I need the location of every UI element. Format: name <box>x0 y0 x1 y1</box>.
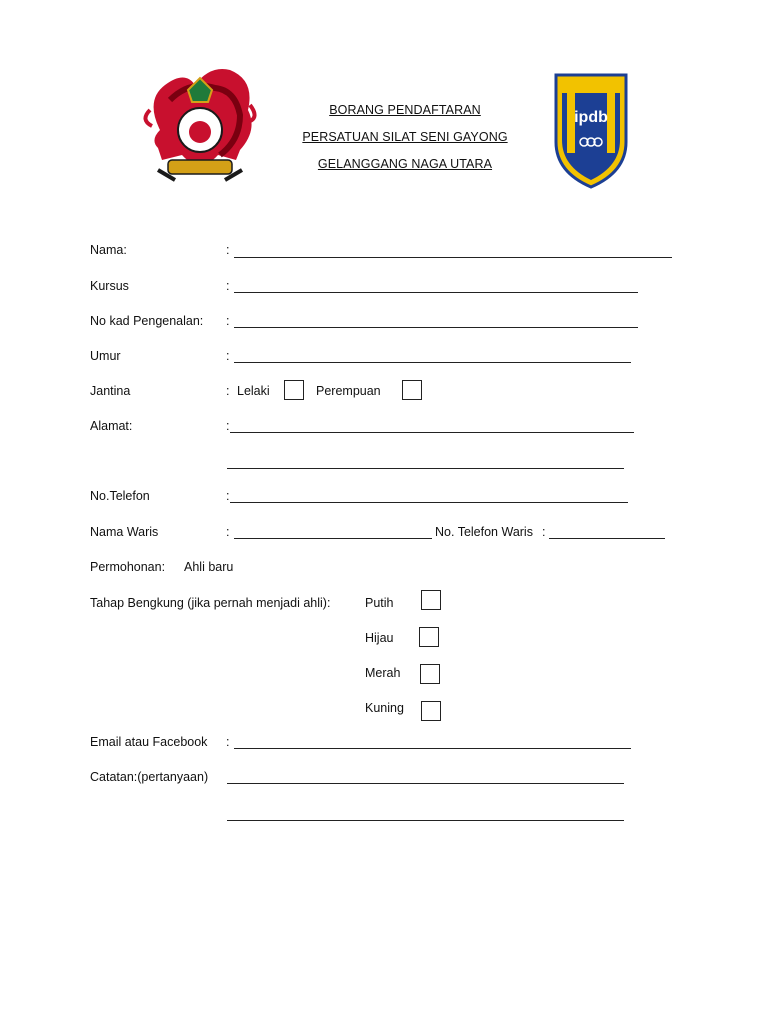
catatan-label: Catatan:(pertanyaan) <box>90 770 209 784</box>
jantina-perempuan-label: Perempuan <box>316 384 381 398</box>
belt-putih-label: Putih <box>365 596 394 610</box>
belt-merah-label: Merah <box>365 666 401 680</box>
waris-colon: : <box>226 525 230 539</box>
alamat-field-line-2[interactable] <box>227 468 624 469</box>
alamat-label: Alamat: <box>90 419 133 433</box>
alamat-field-line-1[interactable] <box>230 432 634 433</box>
belt-hijau-label: Hijau <box>365 631 394 645</box>
waris-label: Nama Waris <box>90 525 159 539</box>
belt-merah-checkbox[interactable] <box>420 664 440 684</box>
waris-phone-label: No. Telefon Waris <box>435 525 533 539</box>
jantina-colon: : <box>226 384 230 398</box>
form-title-line-1: BORANG PENDAFTARAN <box>329 103 481 117</box>
form-title-line-3: GELANGGANG NAGA UTARA <box>317 157 493 171</box>
belt-putih-checkbox[interactable] <box>421 590 441 610</box>
email-label: Email atau Facebook <box>90 735 208 749</box>
email-colon: : <box>226 735 230 749</box>
permohonan-value: Ahli baru <box>184 560 234 574</box>
telefon-field[interactable] <box>230 502 628 503</box>
catatan-field-line-1[interactable] <box>227 783 624 784</box>
jantina-perempuan-checkbox[interactable] <box>402 380 422 400</box>
ic-colon: : <box>226 314 230 328</box>
kursus-colon: : <box>226 279 230 293</box>
umur-label: Umur <box>90 349 121 363</box>
telefon-label: No.Telefon <box>90 489 150 503</box>
belt-hijau-checkbox[interactable] <box>419 627 439 647</box>
email-field[interactable] <box>234 748 631 749</box>
alamat-colon: : <box>226 419 230 433</box>
umur-field[interactable] <box>234 362 631 363</box>
ipdb-logo-text: ipdb <box>574 109 608 126</box>
dragon-crest-logo <box>140 60 260 185</box>
belt-kuning-checkbox[interactable] <box>421 701 441 721</box>
jantina-lelaki-label: Lelaki <box>237 384 270 398</box>
kursus-field[interactable] <box>234 292 638 293</box>
waris-field[interactable] <box>234 538 432 539</box>
nama-field[interactable] <box>234 257 672 258</box>
nama-label: Nama: <box>90 243 127 257</box>
kursus-label: Kursus <box>90 279 129 293</box>
form-title-line-2: PERSATUAN SILAT SENI GAYONG <box>302 130 508 144</box>
ic-field[interactable] <box>234 327 638 328</box>
telefon-colon: : <box>226 489 230 503</box>
umur-colon: : <box>226 349 230 363</box>
belt-kuning-label: Kuning <box>365 701 404 715</box>
jantina-lelaki-checkbox[interactable] <box>284 380 304 400</box>
ic-label: No kad Pengenalan: <box>90 314 204 328</box>
permohonan-label: Permohonan: <box>90 560 166 574</box>
jantina-label: Jantina <box>90 384 131 398</box>
waris-phone-field[interactable] <box>549 538 665 539</box>
tahap-bengkung-label: Tahap Bengkung (jika pernah menjadi ahli): <box>90 596 331 610</box>
ipdb-shield-logo <box>553 72 629 190</box>
catatan-field-line-2[interactable] <box>227 820 624 821</box>
nama-colon: : <box>226 243 230 257</box>
waris-phone-colon: : <box>542 525 546 539</box>
